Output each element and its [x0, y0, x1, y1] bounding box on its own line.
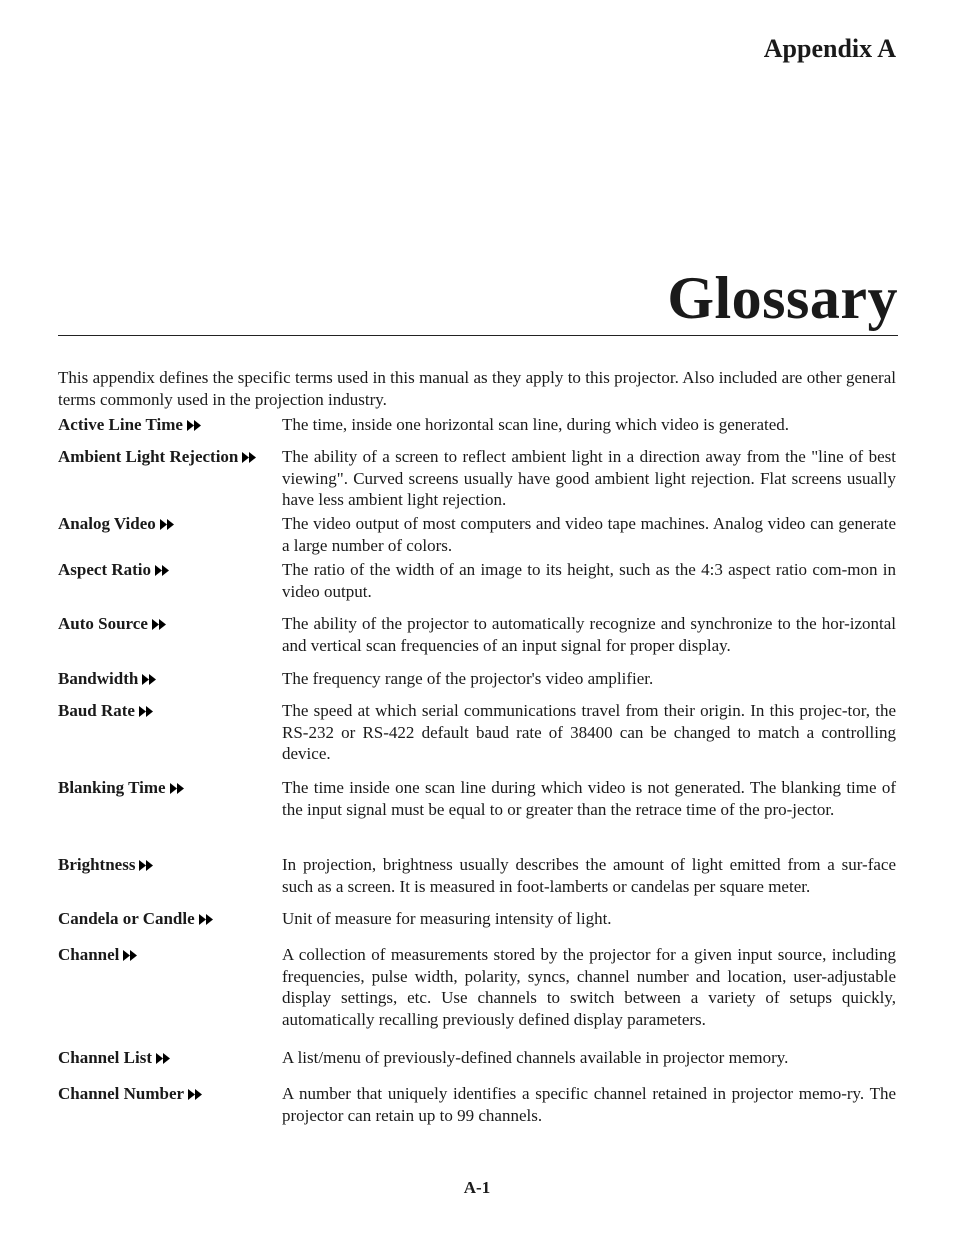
double-right-arrow-icon	[170, 783, 184, 794]
double-right-arrow-icon	[160, 519, 174, 530]
double-right-arrow-icon	[187, 420, 201, 431]
glossary-definition: A collection of measurements stored by the projector for a given input source, including frequencies, pulse width, polarity, syncs, channel number and location, user-adjustable display settings, etc. Use channels to switch between a variety of setups quickly, automatically recalling previously defined display parameters.	[282, 945, 896, 1029]
glossary-term: Analog Video	[58, 513, 174, 535]
glossary-term: Channel	[58, 944, 137, 966]
intro-paragraph: This appendix defines the specific terms used in this manual as they apply to this projector. Also included are other general terms commonly used in the projection industry.	[58, 368, 896, 409]
glossary-term: Channel List	[58, 1047, 170, 1069]
page-title: Glossary	[667, 265, 898, 331]
glossary-term: Channel Number	[58, 1083, 202, 1105]
glossary-definition: A number that uniquely identifies a specific channel retained in projector memo-ry. The projector can retain up to 99 channels.	[282, 1084, 896, 1125]
appendix-label: Appendix A	[763, 34, 896, 63]
double-right-arrow-icon	[142, 674, 156, 685]
double-right-arrow-icon	[139, 860, 153, 871]
glossary-definition: The ability of the projector to automatically recognize and synchronize to the hor-izontal and vertical scan frequencies of an input signal for proper display.	[282, 614, 896, 655]
glossary-definition: The time inside one scan line during which video is not generated. The blanking time of the input signal must be equal to or greater than the retrace time of the pro-jector.	[282, 778, 896, 819]
double-right-arrow-icon	[242, 452, 256, 463]
glossary-term: Brightness	[58, 854, 153, 876]
glossary-definition: The frequency range of the projector's video amplifier.	[282, 669, 654, 688]
glossary-term: Active Line Time	[58, 414, 201, 436]
double-right-arrow-icon	[155, 565, 169, 576]
double-right-arrow-icon	[188, 1089, 202, 1100]
glossary-definition: Unit of measure for measuring intensity of light.	[282, 909, 612, 928]
double-right-arrow-icon	[139, 706, 153, 717]
double-right-arrow-icon	[123, 950, 137, 961]
glossary-definition: A list/menu of previously-defined channels available in projector memory.	[282, 1048, 789, 1067]
glossary-definition: The speed at which serial communications travel from their origin. In this projec-tor, the RS-232 or RS-422 default baud rate of 38400 can be changed to match a controlling device.	[282, 701, 896, 763]
glossary-term: Baud Rate	[58, 700, 153, 722]
double-right-arrow-icon	[152, 619, 166, 630]
glossary-definition: The ability of a screen to reflect ambient light in a direction away from the "line of best viewing". Curved screens usually have good ambient light rejection. Flat screens usually have less ambient light rejection.	[282, 447, 896, 509]
glossary-term: Aspect Ratio	[58, 559, 169, 581]
page-number: A-1	[463, 1178, 491, 1197]
title-rule	[58, 335, 898, 336]
double-right-arrow-icon	[156, 1053, 170, 1064]
glossary-term: Ambient Light Rejection	[58, 446, 256, 468]
double-right-arrow-icon	[199, 914, 213, 925]
glossary-term: Bandwidth	[58, 668, 156, 690]
glossary-definition: The video output of most computers and video tape machines. Analog video can generate a large number of colors.	[282, 514, 896, 555]
glossary-term: Auto Source	[58, 613, 166, 635]
glossary-definition: The time, inside one horizontal scan line, during which video is generated.	[282, 415, 790, 434]
glossary-definition: The ratio of the width of an image to its height, such as the 4:3 aspect ratio com-mon in video output.	[282, 560, 896, 601]
glossary-term: Blanking Time	[58, 777, 184, 799]
glossary-term: Candela or Candle	[58, 908, 213, 930]
glossary-definition: In projection, brightness usually describes the amount of light emitted from a sur-face such as a screen. It is measured in foot-lamberts or candelas per square meter.	[282, 855, 896, 896]
